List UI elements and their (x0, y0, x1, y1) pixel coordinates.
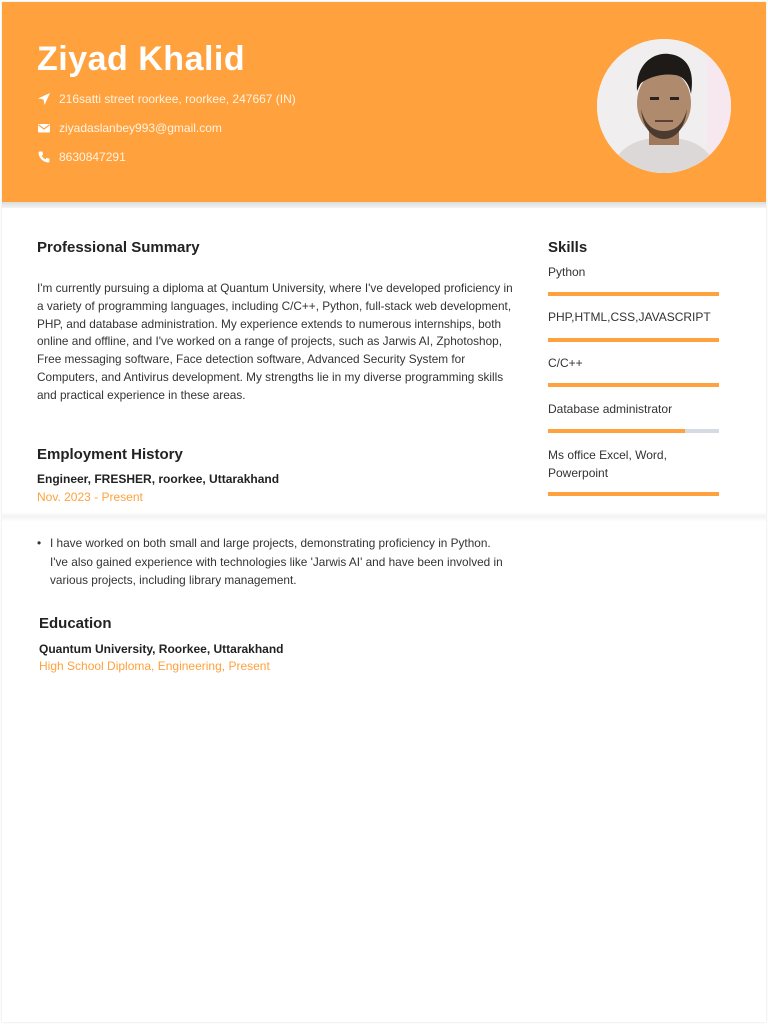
education-heading: Education (39, 615, 112, 632)
skill-bar-fill (548, 383, 719, 387)
location-arrow-icon (37, 92, 51, 106)
resume-page (2, 2, 766, 1022)
email-link[interactable]: ziyadaslanbey993@gmail.com (59, 121, 222, 135)
skill-bar-database (548, 429, 719, 433)
summary-text: I'm currently pursuing a diploma at Quantum University, where I've developed proficiency in a variety of programming languages, including C/C++, Python, full-stack web development, PHP, and database administration. My experience extends to numerous internships, both online and offline, and I've worked on a range of projects, such as Jarwis AI, Zphotoshop, Free messaging software, Face detection software, Advanced Security System for Computers, and Antivirus development. My strengths lie in my diverse programming skills and practical experience in these areas. (37, 281, 513, 402)
envelope-icon (37, 121, 51, 135)
skill-label-web: PHP,HTML,CSS,JAVASCRIPT (548, 310, 711, 324)
skill-label-python: Python (548, 265, 586, 279)
address-text: 216satti street roorkee, roorkee, 247667 (IN) (59, 92, 296, 106)
job-title: Engineer, FRESHER, roorkee, Uttarakhand (37, 472, 280, 486)
skill-bar-web (548, 338, 719, 342)
page-break-divider (2, 512, 766, 522)
job-date: Nov. 2023 - Present (37, 490, 143, 504)
phone-text: 8630847291 (59, 150, 126, 164)
header-divider (2, 202, 766, 208)
education-school: Quantum University, Roorkee, Uttarakhand (39, 642, 284, 656)
skill-bar-fill (548, 492, 719, 496)
skills-heading: Skills (548, 239, 588, 256)
header-banner (2, 2, 766, 202)
job-bullet-list (37, 534, 507, 590)
skill-bar-fill (548, 292, 719, 296)
education-degree: High School Diploma, Engineering, Present (39, 659, 270, 673)
contact-address (37, 92, 296, 106)
profile-photo (597, 39, 731, 173)
skill-bar-c (548, 383, 719, 387)
phone-icon (37, 150, 51, 164)
skill-bar-fill (548, 338, 719, 342)
summary-heading: Professional Summary (37, 239, 200, 256)
contact-phone (37, 150, 126, 164)
candidate-name: Ziyad Khalid (37, 40, 246, 78)
list-item: • I have worked on both small and large projects, demonstrating proficiency in Python. I've also gained experience with technologies like 'Jarwis AI' and have been involved in various projects, including library management. (37, 534, 507, 590)
skill-bar-msoffice (548, 492, 719, 496)
skill-label-database: Database administrator (548, 402, 673, 416)
skill-label-c: C/C++ (548, 356, 583, 370)
skill-bar-python (548, 292, 719, 296)
employment-heading: Employment History (37, 446, 183, 463)
contact-email (37, 121, 222, 135)
skill-label-msoffice: Ms office Excel, Word, Powerpoint (548, 448, 667, 480)
skill-bar-fill (548, 429, 685, 433)
